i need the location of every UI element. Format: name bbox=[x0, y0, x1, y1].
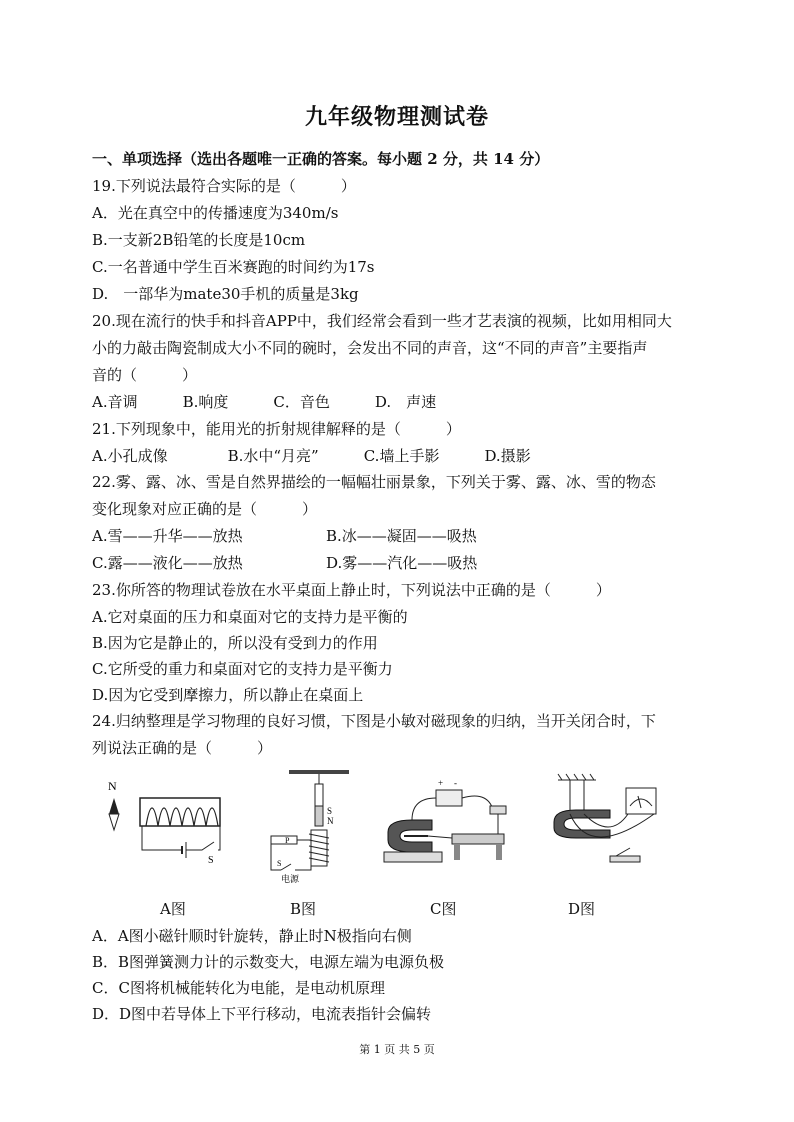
battery-minus-label: - bbox=[454, 778, 457, 788]
power-source-label: 电源 bbox=[281, 874, 300, 884]
q23-option-a: A.它对桌面的压力和桌面对它的支持力是平衡的 bbox=[92, 608, 408, 626]
q24-stem-line2: 列说法正确的是（ ） bbox=[92, 739, 273, 757]
q24-figures bbox=[92, 770, 712, 920]
q19-option-b: B.一支新2B铅笔的长度是10cm bbox=[92, 231, 306, 249]
q20-stem-line3: 音的（ ） bbox=[92, 366, 198, 384]
figure-d-generator bbox=[550, 770, 680, 880]
q22-option-c: C.露——液化——放热 bbox=[92, 554, 243, 572]
q19-option-a: A．光在真空中的传播速度为340m/s bbox=[92, 204, 339, 222]
compass-n-label: N bbox=[108, 779, 117, 793]
figure-c-motor bbox=[382, 770, 517, 880]
switch-b-s-label: S bbox=[277, 859, 282, 868]
page-title: 九年级物理测试卷 bbox=[304, 104, 489, 130]
page-number: 第 1 页 共 5 页 bbox=[359, 1043, 435, 1056]
figure-a-label: A图 bbox=[160, 900, 186, 918]
magnet-s-label: S bbox=[327, 806, 333, 816]
q24-stem-line1: 24.归纳整理是学习物理的良好习惯，下图是小敏对磁现象的归纳，当开关闭合时，下 bbox=[92, 712, 656, 730]
figure-d-label: D图 bbox=[568, 900, 596, 918]
q20-options: A.音调 B.响度 C．音色 D. 声速 bbox=[92, 393, 437, 411]
compass-needle-icon bbox=[109, 798, 119, 830]
q20-stem-line2: 小的力敲击陶瓷制成大小不同的碗时，会发出不同的声音，这“不同的声音”主要指声 bbox=[92, 339, 648, 357]
battery-plus-label: + bbox=[438, 778, 444, 788]
q22-option-a: A.雪——升华——放热 bbox=[92, 527, 243, 545]
q23-option-c: C.它所受的重力和桌面对它的支持力是平衡力 bbox=[92, 660, 393, 678]
q21-stem: 21.下列现象中，能用光的折射规律解释的是（ ） bbox=[92, 420, 461, 438]
rheostat-p-label: P bbox=[285, 836, 290, 845]
switch-s-label: S bbox=[208, 855, 214, 866]
q24-option-c: C．C图将机械能转化为电能，是电动机原理 bbox=[92, 979, 385, 997]
q24-option-b: B．B图弹簧测力计的示数变大，电源左端为电源负极 bbox=[92, 953, 445, 971]
q22-stem-line1: 22.雾、露、冰、雪是自然界描绘的一幅幅壮丽景象，下列关于雾、露、冰、雪的物态 bbox=[92, 473, 656, 491]
q20-stem-line1: 20.现在流行的快手和抖音APP中，我们经常会看到一些才艺表演的视频，比如用相同大 bbox=[92, 312, 672, 330]
figure-c-label: C图 bbox=[430, 900, 457, 918]
figure-b-electromagnet bbox=[267, 770, 357, 885]
q24-option-a: A．A图小磁针顺时针旋转，静止时N极指向右侧 bbox=[92, 927, 412, 945]
q23-stem: 23.你所答的物理试卷放在水平桌面上静止时，下列说法中正确的是（ ） bbox=[92, 581, 611, 599]
q22-stem-line2: 变化现象对应正确的是（ ） bbox=[92, 500, 318, 518]
figure-a-solenoid bbox=[102, 770, 232, 880]
q19-option-c: C.一名普通中学生百米赛跑的时间约为17s bbox=[92, 258, 375, 276]
q23-option-d: D.因为它受到摩擦力，所以静止在桌面上 bbox=[92, 686, 364, 704]
q19-option-d: D. 一部华为mate30手机的质量是3kg bbox=[92, 285, 359, 303]
q19-stem: 19.下列说法最符合实际的是（ ） bbox=[92, 177, 356, 195]
section-heading: 一、单项选择（选出各题唯一正确的答案。每小题 2 分，共 14 分） bbox=[92, 150, 550, 168]
q24-option-d: D．D图中若导体上下平行移动，电流表指针会偏转 bbox=[92, 1005, 432, 1023]
q23-option-b: B.因为它是静止的，所以没有受到力的作用 bbox=[92, 634, 378, 652]
q22-option-b: B.冰——凝固——吸热 bbox=[326, 527, 477, 545]
q21-options: A.小孔成像 B.水中“月亮” C.墙上手影 D.摄影 bbox=[92, 447, 531, 465]
figure-b-label: B图 bbox=[290, 900, 317, 918]
magnet-n-label: N bbox=[327, 816, 334, 826]
q22-option-d: D.雾——汽化——吸热 bbox=[326, 554, 478, 572]
